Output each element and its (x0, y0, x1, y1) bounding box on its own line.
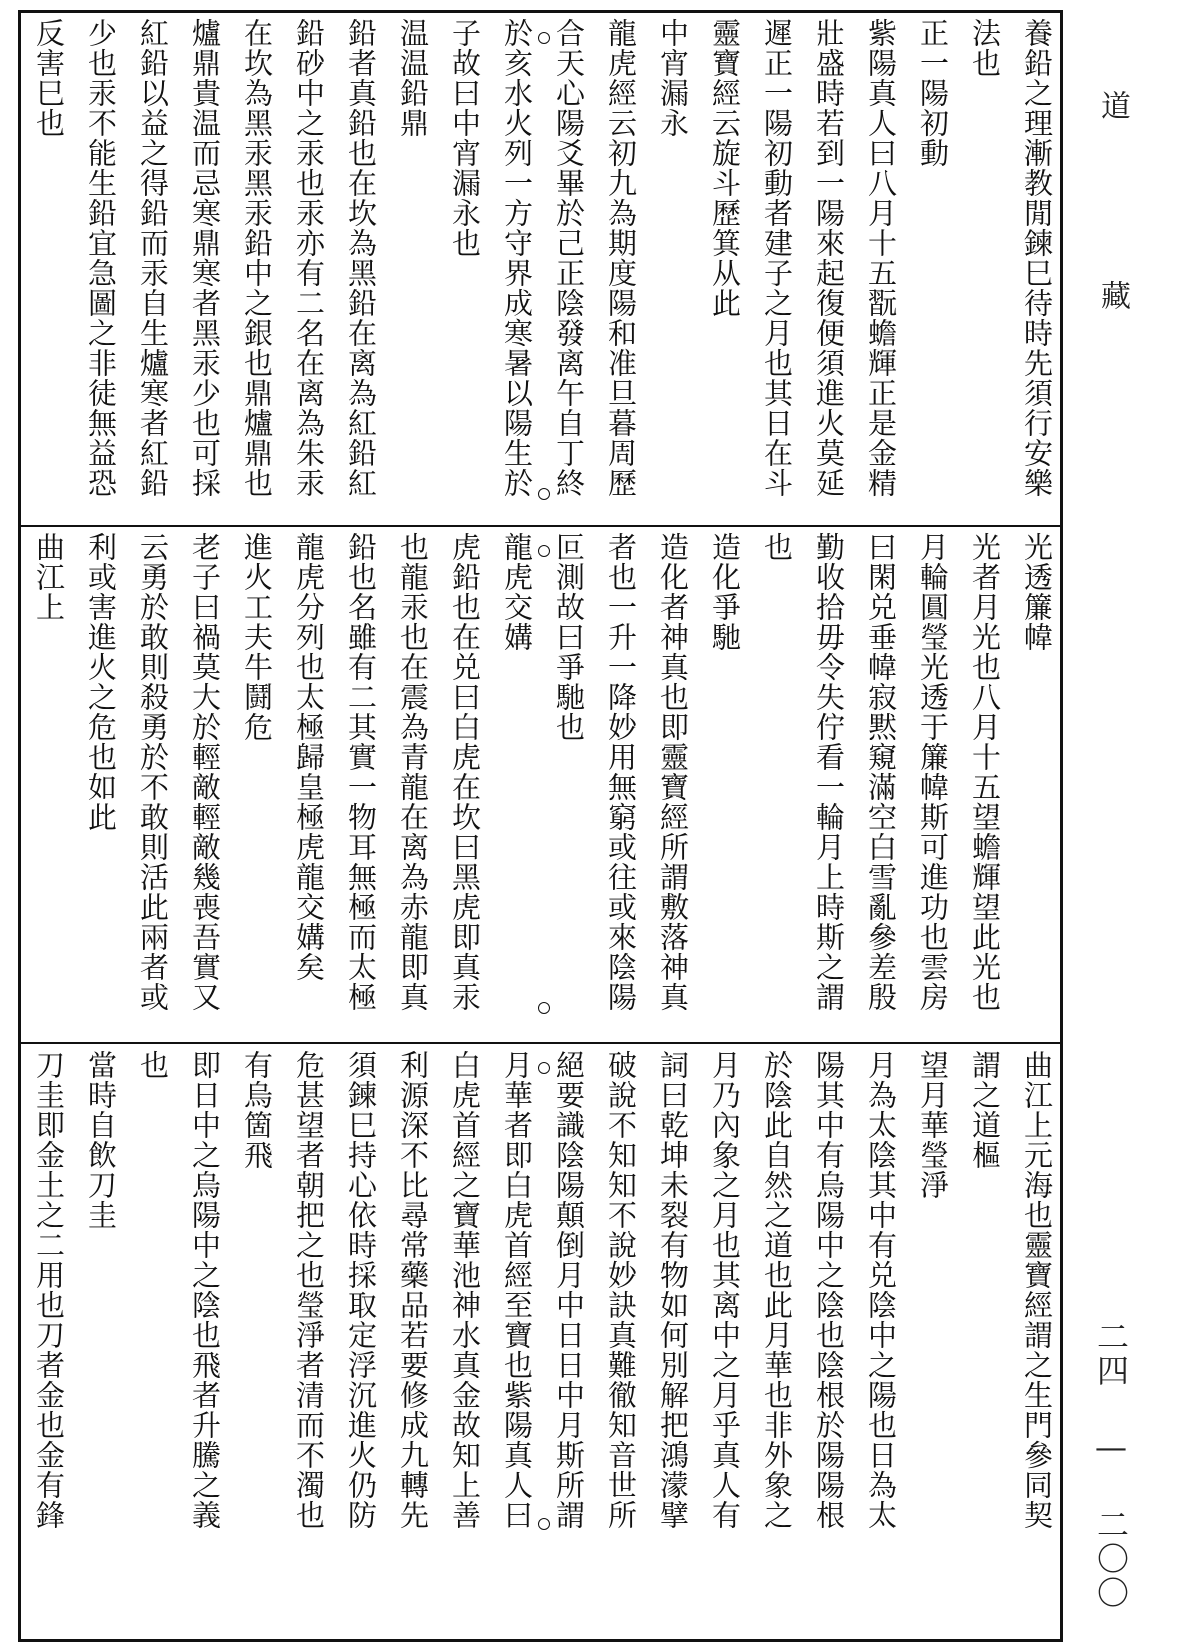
text-column-heading: 龍虎交媾 (500, 532, 534, 652)
text-column: 靈寶經云旋斗歷箕从此 (708, 18, 742, 318)
text-column: 曰閑兑垂幃寂黙窺滿空白雪亂參差殷 (864, 532, 898, 1012)
text-column: 勤收拾毋令失佇看一輪月上時斯之謂 (812, 532, 846, 1012)
text-column: 於亥水火列一方守界成寒暑以陽生於 (500, 18, 534, 498)
text-panel-middle (24, 532, 1057, 1037)
text-column: 破說不知知不說妙訣真難徹知音世所 (604, 1050, 638, 1530)
text-column: 養鉛之理漸教閒鍊巳待時先須行安樂 (1020, 18, 1054, 498)
text-column: 陽其中有烏陽中之陰也陰根於陽陽根 (812, 1050, 846, 1530)
text-column: 詞曰乾坤未裂有物如何別解把鴻濛擘 (656, 1050, 690, 1530)
text-panel-bottom (24, 1050, 1057, 1635)
circle-mark-icon (538, 545, 550, 557)
side-label-top: 道 (1095, 90, 1130, 120)
text-column: 子故曰中宵漏永也 (448, 18, 482, 258)
circle-mark-icon (538, 488, 550, 500)
text-column: 刀圭即金土之二用也刀者金也金有鋒 (32, 1050, 66, 1530)
circle-mark-icon (538, 1002, 550, 1014)
text-column-heading: 曲江上 (32, 532, 66, 622)
text-column: 鉛砂中之汞也汞亦有二名在离為朱汞 (292, 18, 326, 498)
text-column: 虎鉛也在兑曰白虎在坎曰黑虎即真汞 (448, 532, 482, 1012)
text-column-heading: 中宵漏永 (656, 18, 690, 138)
text-column: 絕要識陰陽顛倒月中日日中月斯所謂 (552, 1050, 586, 1530)
text-column: 反害巳也 (32, 18, 66, 138)
text-column: 也 (136, 1050, 170, 1080)
page-number: 二四 — 二〇〇 (1092, 1320, 1130, 1610)
text-column-heading: 造化爭馳 (708, 532, 742, 652)
text-column: 月華者即白虎首經至寶也紫陽真人曰 (500, 1050, 534, 1530)
circle-mark-icon (538, 1518, 550, 1530)
text-column: 叵測故曰爭馳也 (552, 532, 586, 742)
panel-divider (18, 525, 1063, 527)
text-column: 曲江上元海也靈寶經謂之生門參同契 (1020, 1050, 1054, 1530)
text-column: 謂之道樞 (968, 1050, 1002, 1170)
text-column: 紫陽真人曰八月十五翫蟾輝正是金精 (864, 18, 898, 498)
circle-mark-icon (538, 32, 550, 44)
text-column: 爐鼎貴温而忌寒鼎寒者黑汞少也可採 (188, 18, 222, 498)
text-column: 者也一升一降妙用無窮或往或來陰陽 (604, 532, 638, 1012)
text-column: 龍虎分列也太極歸皇極虎龍交媾矣 (292, 532, 326, 982)
text-column: 月輪圓瑩光透于簾幃斯可進功也雲房 (916, 532, 950, 1012)
text-column: 須鍊巳持心依時採取定浮沉進火仍防 (344, 1050, 378, 1530)
text-column: 利或害進火之危也如此 (84, 532, 118, 832)
text-column-heading: 進火工夫牛鬪危 (240, 532, 274, 742)
text-column: 鉛也名雖有二其實一物耳無極而太極 (344, 532, 378, 1012)
text-column: 合天心陽爻畢於己正陰發离午自丁終 (552, 18, 586, 498)
text-column: 光者月光也八月十五望蟾輝望此光也 (968, 532, 1002, 1012)
text-column: 在坎為黑汞黑汞鉛中之銀也鼎爐鼎也 (240, 18, 274, 498)
text-column: 紅鉛以益之得鉛而汞自生爐寒者紅鉛 (136, 18, 170, 498)
text-column: 龍虎經云初九為期度陽和准旦暮周歷 (604, 18, 638, 498)
text-column: 少也汞不能生鉛宜急圖之非徒無益恐 (84, 18, 118, 498)
text-column-heading: 當時自飲刀圭 (84, 1050, 118, 1230)
text-column: 遲正一陽初動者建子之月也其日在斗 (760, 18, 794, 498)
text-column-heading: 有烏箇飛 (240, 1050, 274, 1170)
text-panel-top (24, 18, 1057, 520)
text-column: 即日中之烏陽中之陰也飛者升騰之義 (188, 1050, 222, 1530)
text-column: 壯盛時若到一陽來起復便須進火莫延 (812, 18, 846, 498)
panel-divider (18, 1042, 1063, 1044)
text-column: 造化者神真也即靈寶經所謂敷落神真 (656, 532, 690, 1012)
text-column: 鉛者真鉛也在坎為黑鉛在离為紅鉛紅 (344, 18, 378, 498)
text-column: 月乃內象之月也其离中之月乎真人有 (708, 1050, 742, 1530)
text-column: 云勇於敢則殺勇於不敢則活此兩者或 (136, 532, 170, 1012)
text-column: 月為太陰其中有兑陰中之陽也日為太 (864, 1050, 898, 1530)
text-column: 白虎首經之寶華池神水真金故知上善 (448, 1050, 482, 1530)
text-column: 危甚望者朝把之也瑩淨者清而不濁也 (292, 1050, 326, 1530)
circle-mark-icon (538, 1062, 550, 1074)
text-column-heading: 正一陽初動 (916, 18, 950, 168)
text-column: 法也 (968, 18, 1002, 78)
side-label-bottom: 藏 (1095, 280, 1130, 310)
text-column-heading: 望月華瑩淨 (916, 1050, 950, 1200)
text-column: 也龍汞也在震為青龍在离為赤龍即真 (396, 532, 430, 1012)
text-column: 於陰此自然之道也此月華也非外象之 (760, 1050, 794, 1530)
text-column: 利源深不比尋常藥品若要修成九轉先 (396, 1050, 430, 1530)
text-column: 也 (760, 532, 794, 562)
text-column-heading: 光透簾幃 (1020, 532, 1054, 652)
text-column-heading: 温温鉛鼎 (396, 18, 430, 138)
text-column: 老子曰禍莫大於輕敵輕敵幾喪吾實又 (188, 532, 222, 1012)
